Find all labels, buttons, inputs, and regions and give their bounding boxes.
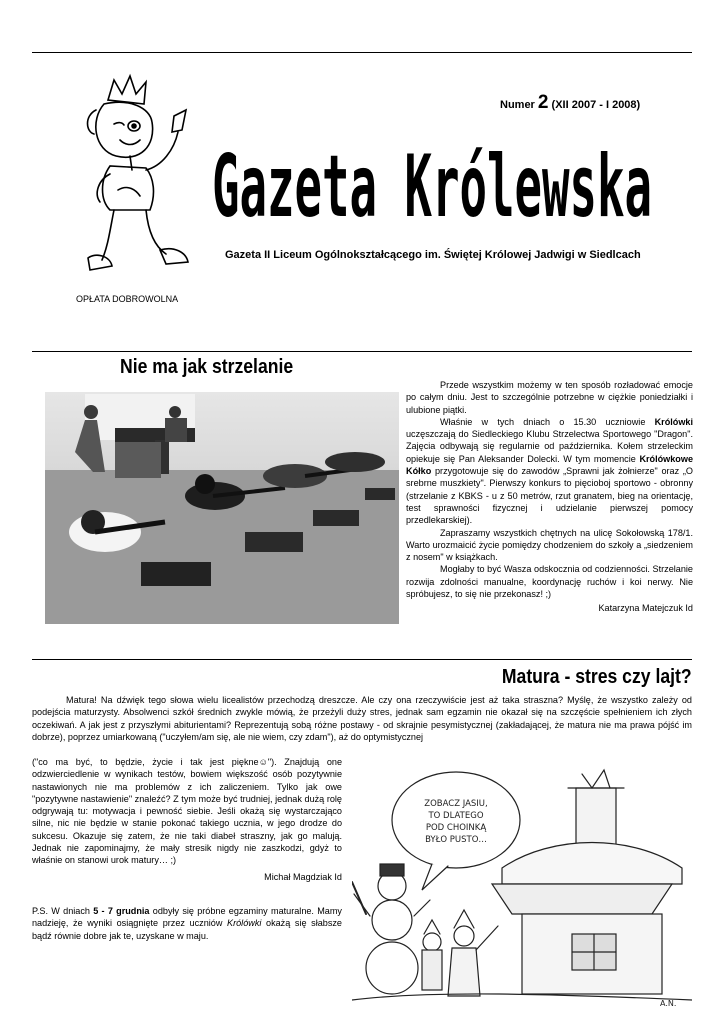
- article2-postscript: P.S. W dniach 5 - 7 grudnia odbyły się próbne egzaminy maturalne. Mamy nadzieję, że wyniki osiągnięte przez uczniów Królówki okażą się słabsze bądź równie dobre jak te, uzyskane w maju.: [32, 905, 342, 941]
- cartoon-signature: A.N.: [660, 999, 677, 1008]
- newspaper-subtitle: Gazeta II Liceum Ogólnokształcącego im. Świętej Królowej Jadwigi w Siedlcach: [225, 249, 641, 261]
- mascot-illustration: [70, 70, 200, 280]
- article1-paragraph-1: Przede wszystkim możemy w ten sposób rozładować emocje po całym dniu. Jest to szczególnie potrzebne w ciężkie poniedziałki i ulubione piątki.: [406, 380, 693, 415]
- article1-body: [406, 379, 693, 615]
- shooting-range-photo: [45, 392, 399, 624]
- price-note: OPŁATA DOBROWOLNA: [76, 294, 179, 304]
- article1-paragraph-2: Właśnie w tych dniach o 15.30 uczniowie Królówki uczęszczają do Siedleckiego Klubu Strzelectwa Sportowego "Dragon". Zajęcia odbywają się regularnie od października. Kołem strzeleckim opiekuje się Pan Aleksander Dolecki. W tym momencie Królówkowe Kółko przygotowuje się do zawodów „Sprawni jak żołnierze" oraz „O srebrne muszkiety". Pierwszy konkurs to pięcioboj sportowo - obronny (strzelanie z KBKS - u z 50 metrów, rzut granatem, bieg na orientację, test sprawności fizycznej i udzielanie pierwszej pomocy przedlekarskiej).: [406, 416, 693, 526]
- issue-info: [500, 92, 692, 114]
- article2-intro: [32, 694, 692, 743]
- masthead-title-text: Gazeta Królewska: [212, 137, 652, 237]
- section-rule-2: [32, 659, 692, 660]
- christmas-cartoon: [352, 764, 692, 1012]
- masthead-title: [208, 128, 698, 238]
- issue-prefix: Numer: [500, 99, 535, 111]
- article2-continued-paragraph: ("co ma być, to będzie, życie i tak jest piękne☺"). Znajdują one odzwierciedlenie w wynikach testów, bowiem większość osób pozytywnie nastawionych nie ma problemów z ich zaliczeniem. Tylko jak owe "pozytywne nastawienie" znaleźć? Z tym może być trudniej, jednak dużą rolę odgrywają tu: motywacja i pewność siebie. Jeśli okażą się wystarczająco silne, nic nie będzie w stanie pokonać takiego ucznia, w jego drodze do sukcesu. Okazuje się zatem, że nie taki diabeł straszny, jak go malują. Jednak nie zapominajmy, że mały stresik nigdy nie zaszkodzi, gdyż to właśnie on stanowi urok matury… ;): [32, 757, 342, 866]
- article2-title: Matura - stres czy lajt?: [502, 666, 692, 688]
- speech-bubble-line-4: BYŁO PUSTO…: [425, 835, 487, 845]
- article2-author: Michał Magdziak Id: [264, 871, 342, 882]
- issue-number: 2: [537, 92, 549, 113]
- article1-title: Nie ma jak strzelanie: [120, 356, 294, 378]
- speech-bubble-line-1: ZOBACZ JASIU,: [424, 799, 488, 809]
- article1-paragraph-3: Zapraszamy wszystkich chętnych na ulicę Sokołowską 178/1. Warto urozmaicić życie pomiędzy chodzeniem do szkoły a „siedzeniem z nosem" w książkach.: [406, 527, 693, 563]
- article1-author: Katarzyna Matejczuk Id: [598, 603, 693, 614]
- article1-paragraph-4: Mogłaby to być Wasza odskocznia od codzienności. Strzelanie rozwija zdolności manualne, koordynację ruchów i koi nerwy. Nie spróbujesz, to się nie przekonasz! ;): [406, 564, 693, 600]
- section-rule-1: [32, 351, 692, 352]
- speech-bubble-line-3: POD CHOINKĄ: [425, 823, 487, 833]
- top-rule: [32, 52, 692, 53]
- article2-body: [32, 756, 342, 942]
- speech-bubble-line-2: TO DLATEGO: [428, 811, 484, 821]
- article2-intro-paragraph: Matura! Na dźwięk tego słowa wielu licealistów przechodzą dreszcze. Ale czy ona rzeczywiście jest aż taka straszna? Myślę, że wszystko zależy od podejścia maturzysty. Absolwenci szkół średnich zwykle mówią, że przeżyli duży stres, jednak sam egzamin nie okazał się na szczęście spełnieniem ich złych oczekiwań. A jak jest z przyszłymi abiturientami? Reprezentują sobą różne postawy - od skrajnie pesymistycznej (zakładającej, że matura nie ma prawa pójść im dobrze), poprzez umiarkowaną ("uczyłem/am się, ale nie wiem, czy zdam"), aż do optymistycznej: [32, 695, 692, 742]
- issue-dates: (XII 2007 - I 2008): [551, 99, 641, 111]
